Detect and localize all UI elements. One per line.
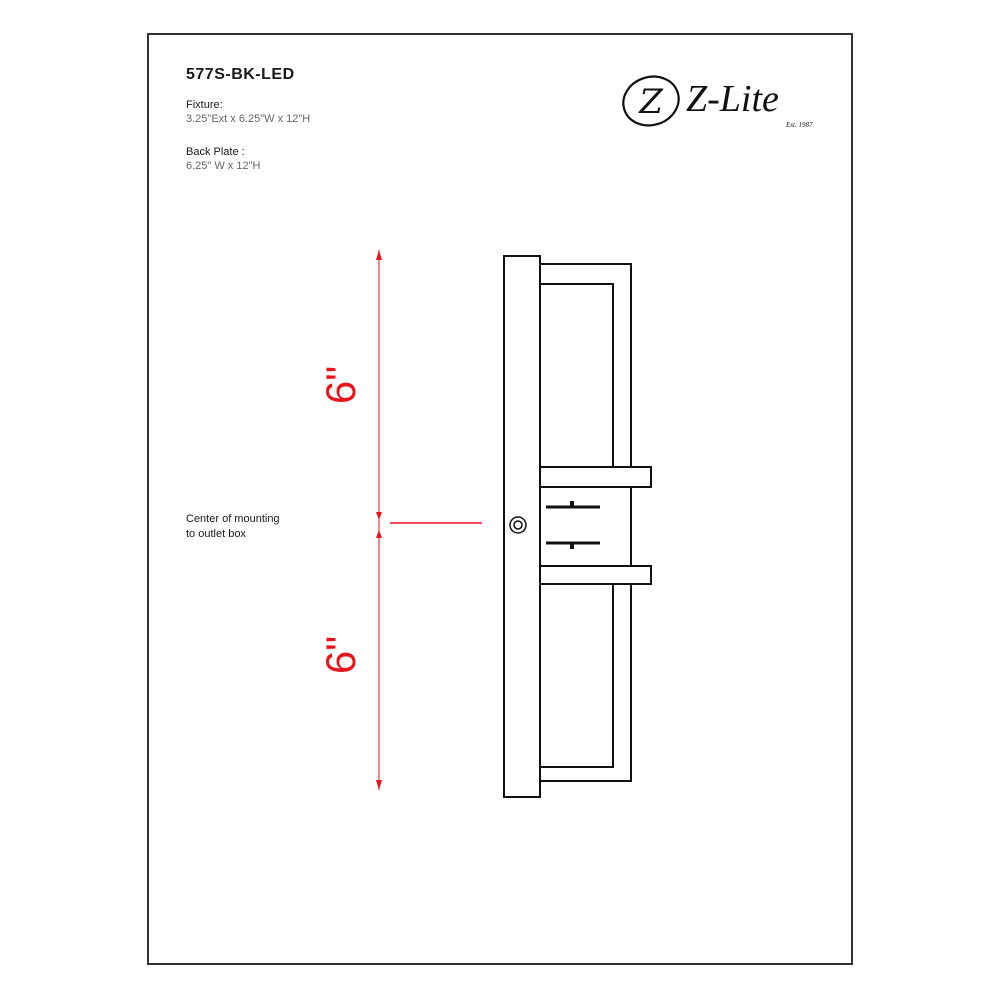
led-clip-bottom xyxy=(570,542,574,549)
upper-dimension-label: 6" xyxy=(317,365,364,405)
model-number: 577S-BK-LED xyxy=(186,66,295,83)
backplate-label: Back Plate : xyxy=(186,146,245,158)
fixture-side-view xyxy=(504,256,651,797)
lower-bracket xyxy=(540,566,651,584)
logo-established: Est. 1987 xyxy=(786,121,813,129)
lower-dimension-label: 6" xyxy=(317,635,364,675)
z-lite-logo xyxy=(617,70,813,133)
arrow-bottom-icon xyxy=(376,780,382,790)
upper-bracket xyxy=(540,467,651,487)
arrow-mid-up-icon xyxy=(376,530,382,538)
backplate-dimensions: 6.25" W x 12"H xyxy=(186,160,261,172)
arrow-top-icon xyxy=(376,250,382,260)
mounting-note-line2: to outlet box xyxy=(186,528,246,540)
led-clip-top xyxy=(570,501,574,508)
fixture-dimensions: 3.25"Ext x 6.25"W x 12"H xyxy=(186,113,311,125)
logo-wordmark: Z-Lite xyxy=(686,78,779,120)
bracket-gap xyxy=(541,488,629,565)
logo-monogram: Z xyxy=(639,82,663,122)
mounting-note-line1: Center of mounting xyxy=(186,513,280,525)
arrow-mid-down-icon xyxy=(376,512,382,520)
fixture-label: Fixture: xyxy=(186,99,223,111)
height-dimension xyxy=(317,250,482,790)
